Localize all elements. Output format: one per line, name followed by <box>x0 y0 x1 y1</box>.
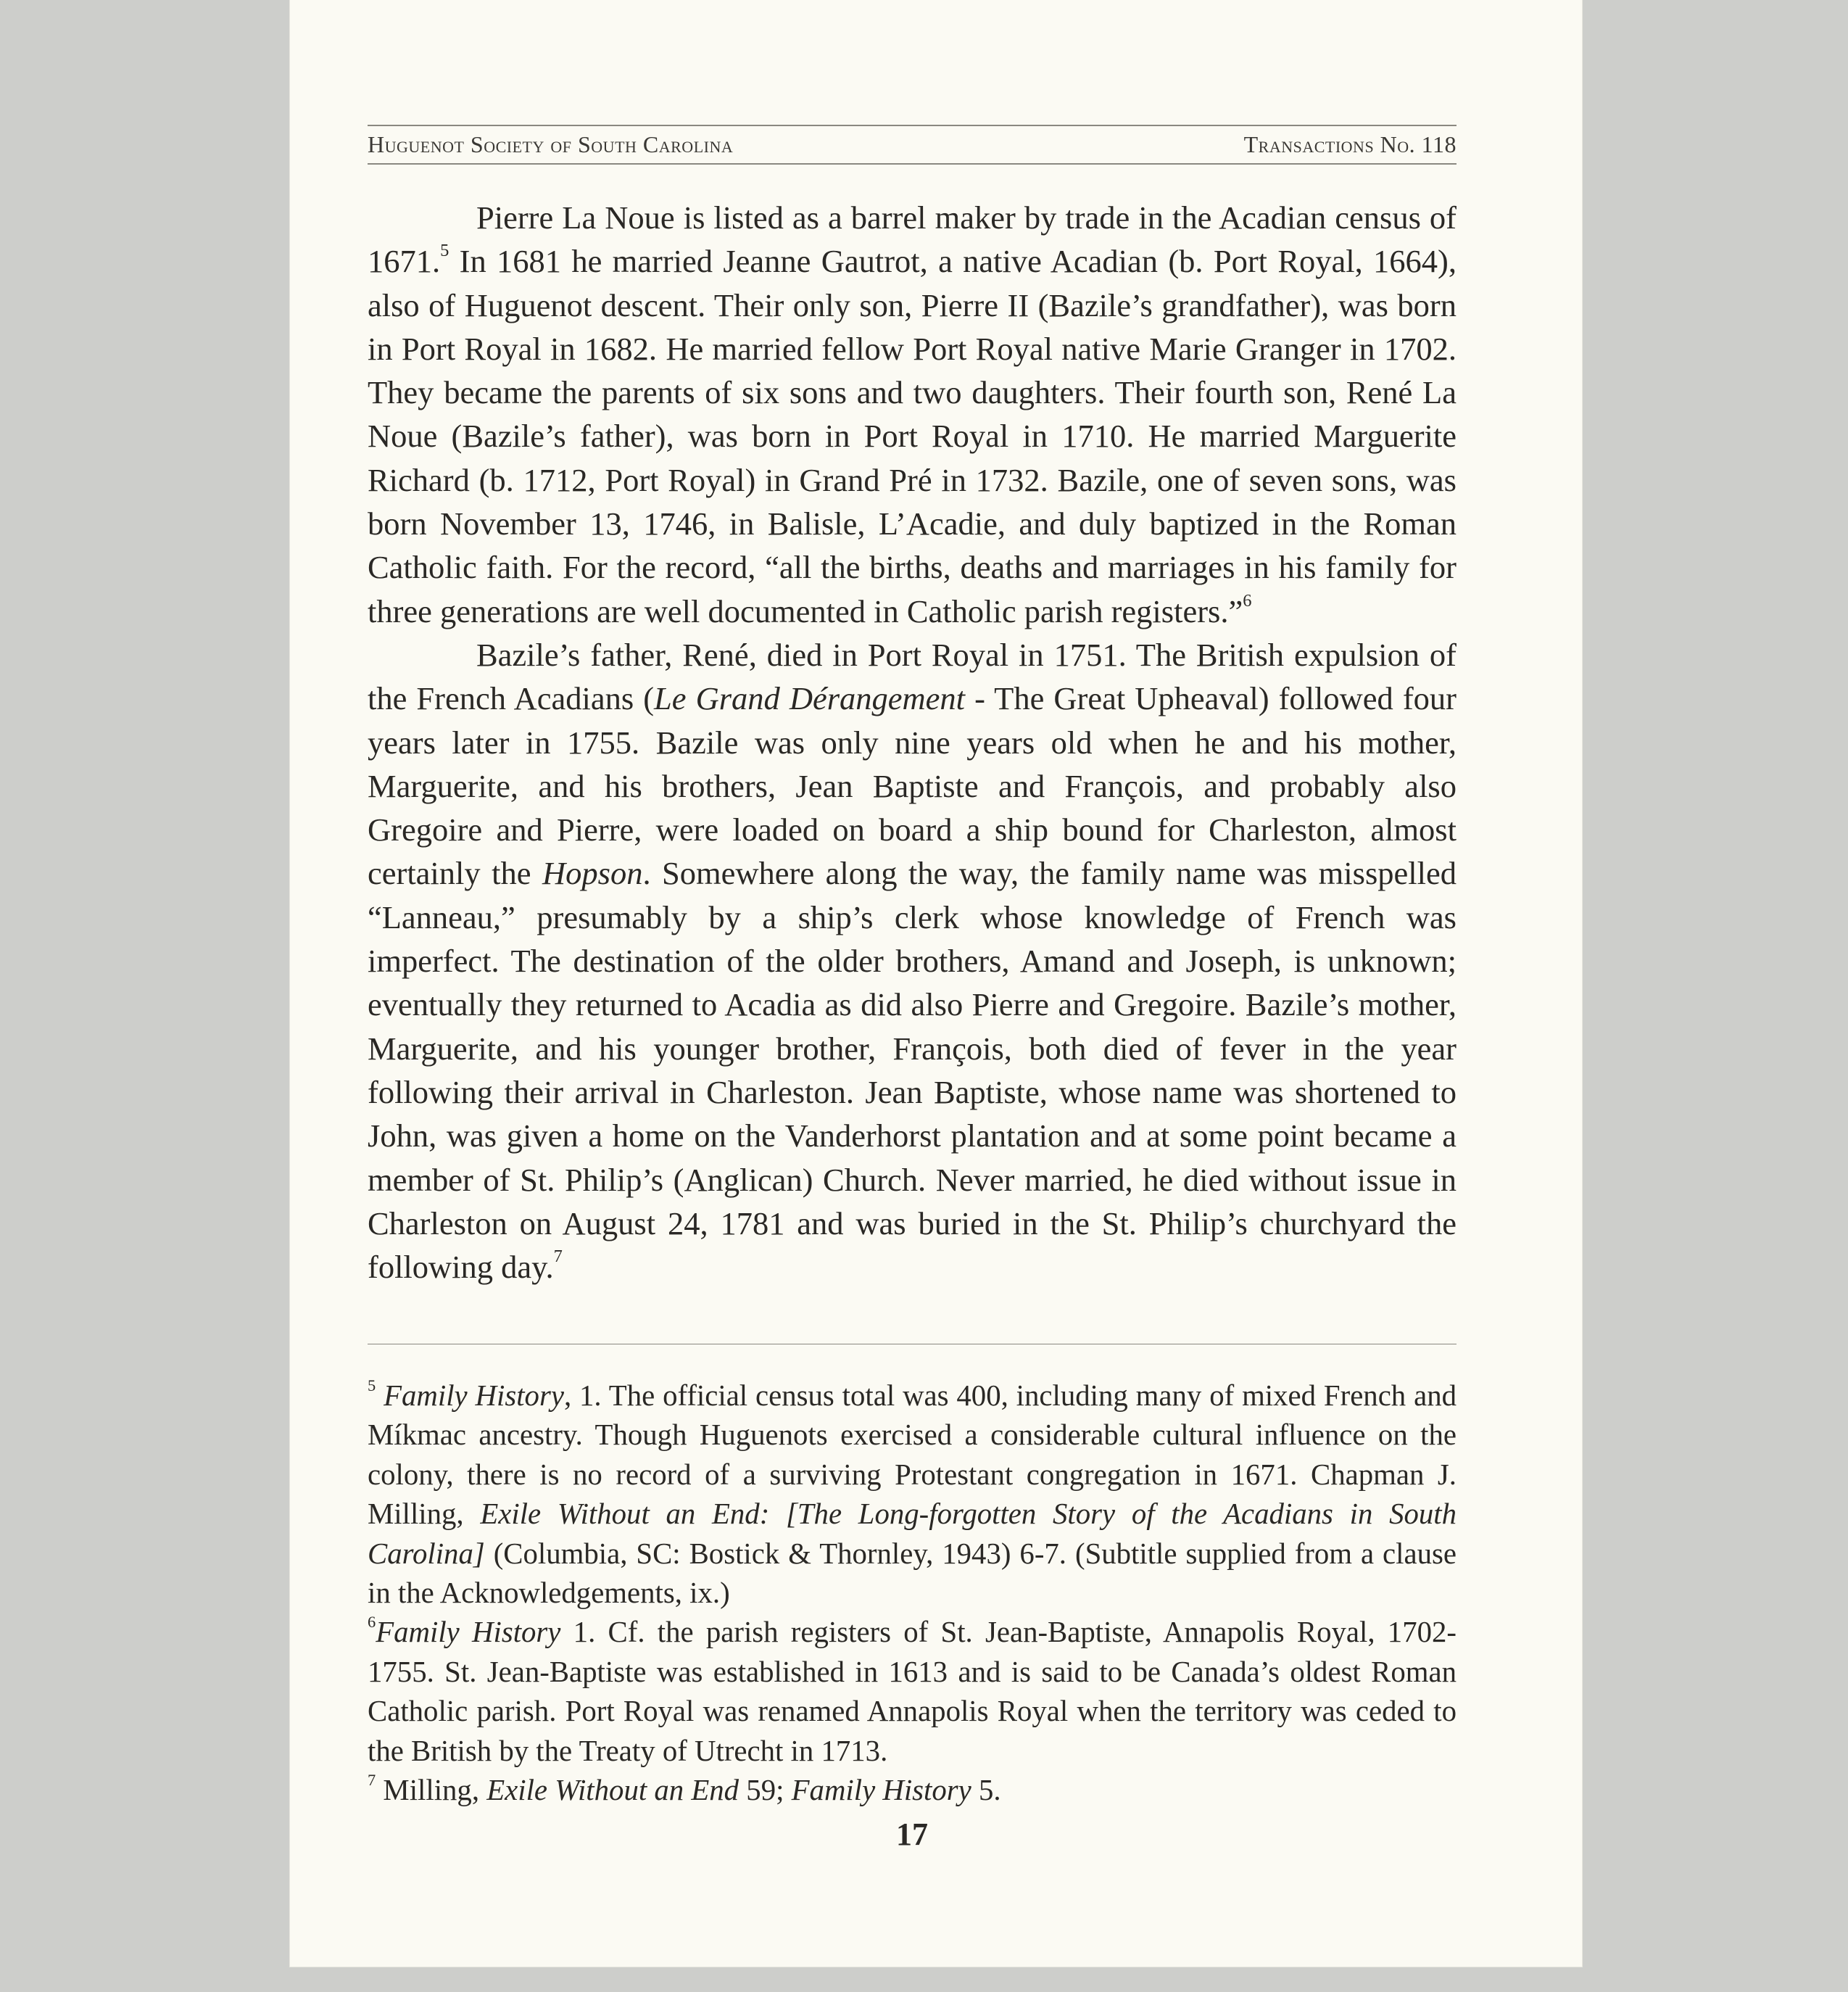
footnote-6 <box>368 1613 1457 1771</box>
paragraph-1 <box>368 196 1457 633</box>
footnote-5-italic-1: Family History <box>384 1379 564 1412</box>
paragraph-1-text-b: In 1681 he married Jeanne Gautrot, a native Acadian (b. Port Royal, 1664), also of Huguenot descent. Their only son, Pierre II (Bazile’s grandfather), was born in Port Royal in 1682. He married fellow Port Royal native Marie Granger in 1702. They became the parents of six sons and two daughters. Their fourth son, René La Noue (Bazile’s father), was born in Port Royal in 1710. He married Marguerite Richard (b. 1712, Port Royal) in Grand Pré in 1732. Bazile, one of seven sons, was born November 13, 1746, in Balisle, L’Acadie, and duly baptized in the Roman Catholic faith. For the record, “all the births, deaths and marriages in his family for three generations are well documented in Catholic parish registers.” <box>368 243 1457 629</box>
footnote-ref-7: 7 <box>553 1247 563 1267</box>
footnote-6-text-a: 1. Cf. the parish registers of St. Jean-Baptiste, Annapolis Royal, 1702-1755. St. Jean-Baptiste was established in 1613 and is said to be Canada’s oldest Roman Catholic parish. Port Royal was renamed Annapolis Royal when the territory was ceded to the British by the Treaty of Utrecht in 1713. <box>368 1616 1457 1767</box>
footnote-5-text-b: (Columbia, SC: Bostick & Thornley, 1943) 6-7. (Subtitle supplied from a clause in the Acknowledgements, ix.) <box>368 1537 1457 1610</box>
footnote-7-text-b: 59; <box>739 1774 792 1807</box>
footnote-5-text-a: , 1. The official census total was 400, including many of mixed French and Míkmac ancestry. Though Huguenots exercised a considerable cultural influence on the colony, there is no record of a surviving Protestant congregation in 1671. Chapman J. Milling, <box>368 1379 1457 1531</box>
footnotes <box>368 1376 1457 1810</box>
footnote-7-number: 7 <box>368 1770 376 1789</box>
paragraph-2-text-c: . Somewhere along the way, the family name was misspelled “Lanneau,” presumably by a ship’s clerk whose knowledge of French was imperfect. The destination of the older brothers, Amand and Joseph, is unknown; eventually they returned to Acadia as did also Pierre and Gregoire. Bazile’s mother, Marguerite, and his younger brother, François, both died of fever in the year following their arrival in Charleston. Jean Baptiste, whose name was shortened to John, was given a home on the Vanderhorst plantation and at some point became a member of St. Philip’s (Anglican) Church. Never married, he died without issue in Charleston on August 24, 1781 and was buried in the St. Philip’s churchyard the following day. <box>368 855 1457 1286</box>
footnote-7-text-a: Milling, <box>376 1774 487 1807</box>
footnote-7-italic-2: Family History <box>791 1774 971 1807</box>
footnote-ref-6: 6 <box>1243 590 1252 611</box>
italic-hopson: Hopson <box>542 855 643 892</box>
main-text <box>368 196 1457 1289</box>
footnote-7-text-c: 5. <box>971 1774 1001 1807</box>
paragraph-2-text-a: Bazile’s father, René, died in Port Royal in 1751. The British expulsion of the French Acadians ( <box>368 636 1457 717</box>
footnote-7-italic-1: Exile Without an End <box>486 1774 739 1807</box>
footnote-5 <box>368 1376 1457 1613</box>
paragraph-1-text-a: Pierre La Noue is listed as a barrel maker by trade in the Acadian census of 1671. <box>368 199 1457 280</box>
footnote-ref-5: 5 <box>440 241 449 261</box>
italic-le-grand-derangement: Le Grand Dérangement <box>654 680 966 717</box>
footnote-6-italic-1: Family History <box>376 1616 561 1649</box>
footnote-7 <box>368 1771 1457 1810</box>
page-number: 17 <box>896 1817 928 1852</box>
footnote-6-number: 6 <box>368 1613 376 1632</box>
header-society-name: Huguenot Society of South Carolina <box>368 131 734 157</box>
header-top-rule <box>368 125 1457 126</box>
running-header <box>368 128 1457 161</box>
header-transactions-number: Transactions No. 118 <box>1243 131 1457 157</box>
footnote-5-italic-2: Exile Without an End: [The Long-forgotten Story of the Acadians in South Carolina] <box>368 1497 1457 1570</box>
paragraph-2-text-b: - The Great Upheaval) followed four years later in 1755. Bazile was only nine years old when he and his mother, Marguerite, and his brothers, Jean Baptiste and François, and probably also Gregoire and Pierre, were loaded on board a ship bound for Charleston, almost certainly the <box>368 680 1457 892</box>
footnote-5-number: 5 <box>368 1376 376 1394</box>
paragraph-2 <box>368 633 1457 1289</box>
header-bottom-rule <box>368 163 1457 165</box>
